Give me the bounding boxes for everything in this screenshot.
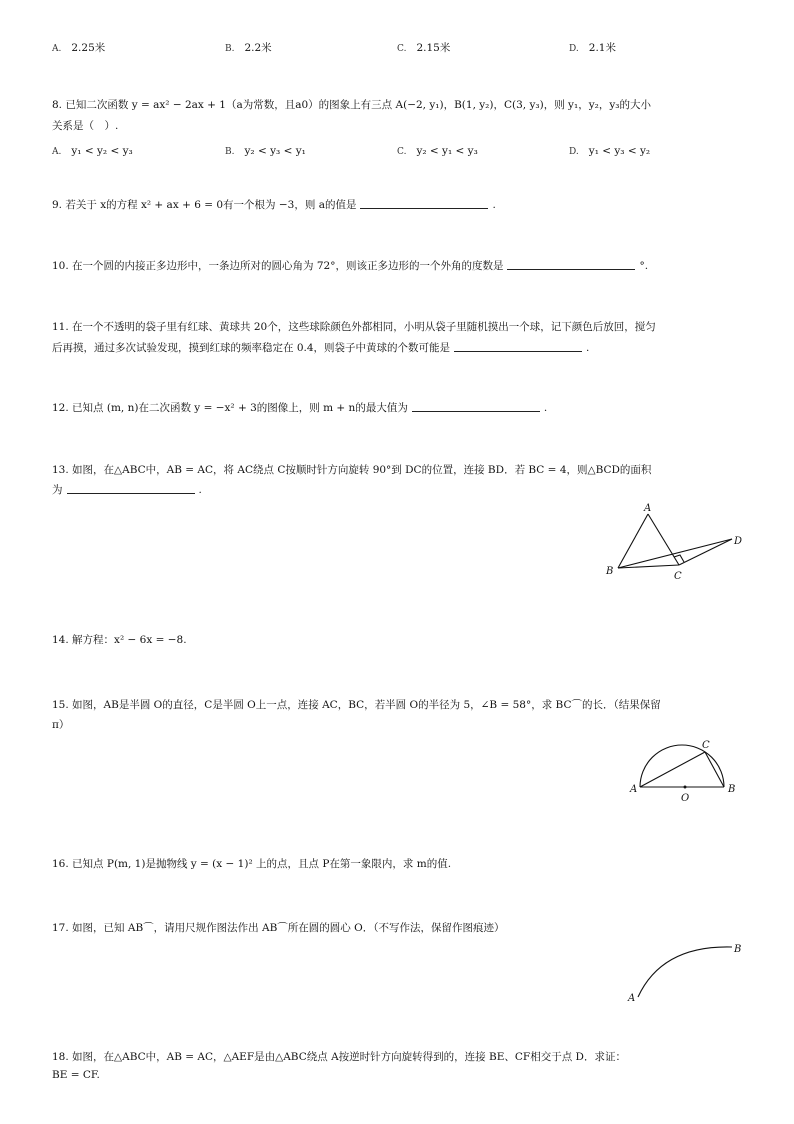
arc-ab — [638, 947, 732, 997]
q18-line2: BE = CF. — [52, 1069, 100, 1081]
segment-bd — [618, 539, 732, 568]
option-label: C. — [397, 44, 407, 54]
q8-option-b — [225, 145, 306, 157]
q15-line2: π） — [52, 719, 70, 731]
q7-option-d — [569, 40, 616, 55]
question-9 — [52, 197, 496, 212]
option-label: B. — [225, 147, 235, 157]
q8-option-d — [569, 145, 650, 157]
center-point — [684, 786, 687, 789]
answer-blank[interactable] — [67, 482, 195, 494]
q11-end: . — [586, 342, 590, 354]
q7-option-a — [52, 40, 105, 55]
option-text: y₁ < y₃ < y₂ — [588, 145, 651, 157]
q15-line1: 15. 如图，AB是半圆 O的直径，C是半圆 O上一点，连接 AC，BC，若半圆 O的半径为 5，∠B = 58°，求 BC⌒的长．（结果保留 — [52, 699, 661, 711]
option-text: 2.15米 — [416, 42, 451, 54]
q11-line1: 11. 在一个不透明的袋子里有红球、黄球共 20个，这些球除颜色外都相同，小明从袋子里随机摸出一个球，记下颜色后放回，搅匀 — [52, 321, 656, 333]
q11-line2 — [52, 340, 589, 355]
q12-end: . — [543, 402, 548, 414]
q9-end: . — [492, 199, 496, 211]
q13-text: 为 — [52, 484, 63, 496]
question-14: 14. 解方程：x² − 6x = −8. — [52, 634, 187, 646]
q12-text: 12. 已知点 (m, n)在二次函数 y = −x² + 3的图像上，则 m + n的最大值为 — [52, 402, 408, 414]
q8-option-c — [397, 145, 478, 157]
q17-figure — [620, 935, 760, 1015]
segment-bc — [705, 752, 724, 787]
label-a: A — [644, 503, 652, 514]
q13-line1: 13. 如图，在△ABC中，AB = AC，将 AC绕点 C按顺时针方向旋转 90°到 DC的位置，连接 BD．若 BC = 4，则△BCD的面积 — [52, 464, 652, 476]
answer-blank[interactable] — [360, 197, 488, 209]
question-16: 16. 已知点 P(m, 1)是抛物线 y = (x − 1)² 上的点，且点 P在第一象限内，求 m的值. — [52, 858, 452, 870]
label-c: C — [702, 740, 710, 751]
q15-figure — [625, 735, 765, 815]
option-text: y₂ < y₃ < y₁ — [244, 145, 306, 157]
label-a: A — [628, 993, 636, 1004]
answer-blank[interactable] — [412, 400, 540, 412]
label-o: O — [681, 793, 690, 804]
q10-end: °. — [639, 260, 649, 272]
q8-option-a — [52, 145, 133, 157]
option-text: y₂ < y₁ < y₃ — [416, 145, 478, 157]
q13-end: . — [198, 484, 202, 496]
q9-text: 9. 若关于 x的方程 x² + ax + 6 = 0有一个根为 −3，则 a的值是 — [52, 199, 357, 211]
q13-figure — [600, 498, 760, 598]
label-b: B — [606, 566, 614, 577]
segment-ac — [640, 752, 705, 787]
q11-text: 后再摸，通过多次试验发现，摸到红球的频率稳定在 0.4，则袋子中黄球的个数可能是 — [52, 342, 451, 354]
answer-blank[interactable] — [507, 258, 635, 270]
segment-ab — [618, 514, 648, 568]
q13-line2 — [52, 482, 202, 497]
question-10 — [52, 258, 648, 273]
answer-blank[interactable] — [454, 340, 582, 352]
segment-cd — [679, 539, 732, 565]
option-label: A. — [52, 44, 62, 54]
label-c: C — [674, 571, 682, 582]
option-label: B. — [225, 44, 235, 54]
q7-option-b — [225, 40, 272, 55]
option-text: y₁ < y₂ < y₃ — [71, 145, 133, 157]
q7-option-c — [397, 40, 450, 55]
q17-text: 17. 如图，已知 AB⌒，请用尺规作图法作出 AB⌒所在圆的圆心 O．（不写作法，保留作图痕迹） — [52, 922, 505, 934]
q8-line2: 关系是（ ）. — [52, 120, 119, 132]
question-12 — [52, 400, 547, 415]
q10-text: 10. 在一个圆的内接正多边形中，一条边所对的圆心角为 72°，则该正多边形的一个外角的度数是 — [52, 260, 504, 272]
q18-line1: 18. 如图，在△ABC中，AB = AC，△AEF是由△ABC绕点 A按逆时针方向旋转得到的，连接 BE、CF相交于点 D．求证： — [52, 1051, 626, 1063]
label-a: A — [630, 784, 638, 795]
label-b: B — [728, 784, 736, 795]
q8-line1: 8. 已知二次函数 y = ax² − 2ax + 1（a为常数，且a0）的图象上有三点 A(−2, y₁)，B(1, y₂)，C(3, y₃)，则 y₁，y₂，y₃的大小 — [52, 99, 651, 111]
option-label: D. — [569, 44, 579, 54]
option-label: C. — [397, 147, 407, 157]
label-b: B — [734, 944, 742, 955]
label-d: D — [734, 536, 743, 547]
option-text: 2.2米 — [244, 42, 272, 54]
option-text: 2.25米 — [71, 42, 106, 54]
option-label: A. — [52, 147, 62, 157]
option-text: 2.1米 — [588, 42, 616, 54]
option-label: D. — [569, 147, 579, 157]
